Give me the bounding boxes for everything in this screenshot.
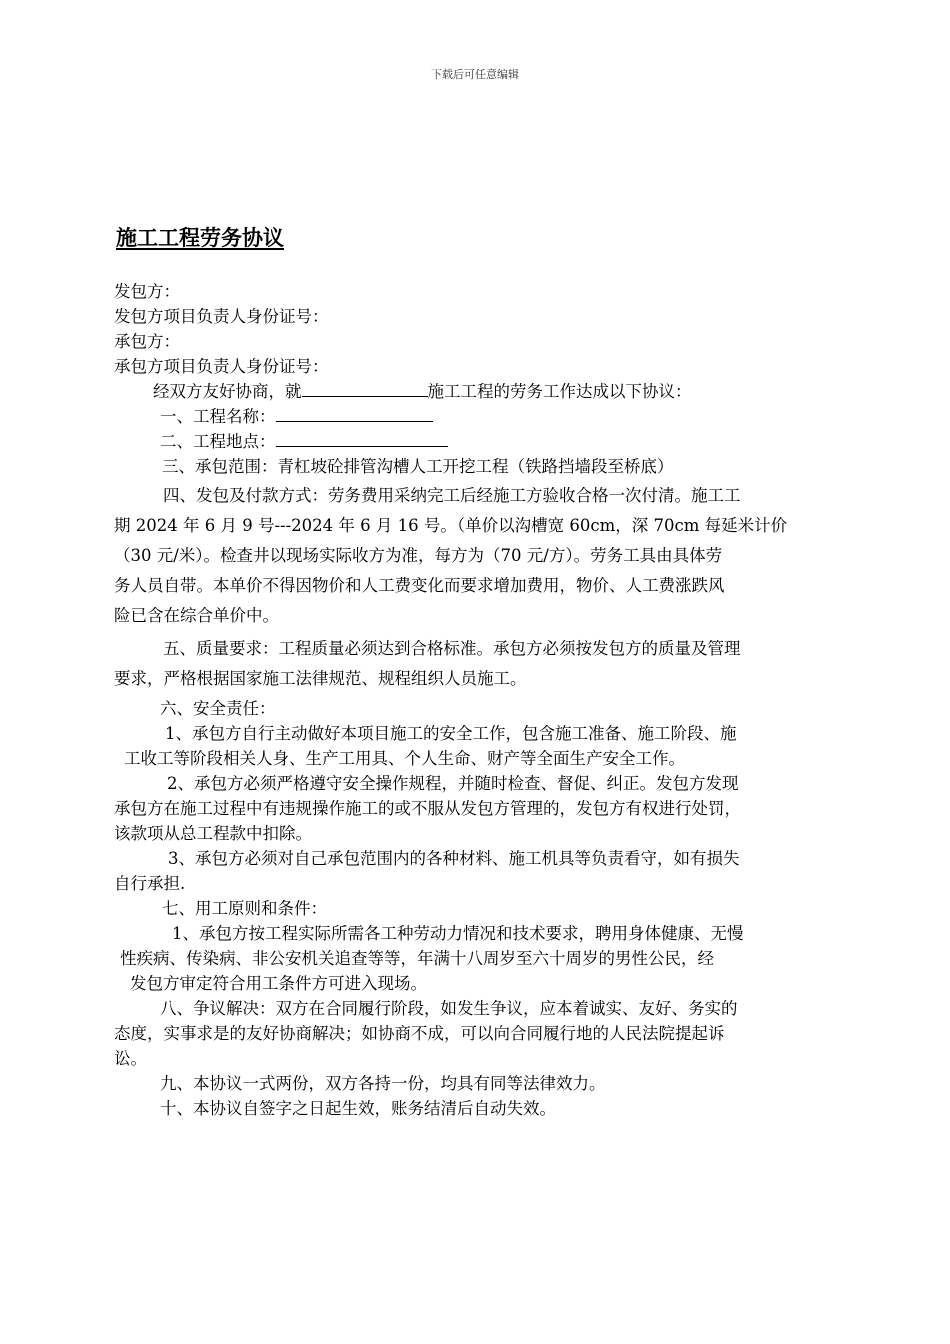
project-location-row [160,428,448,452]
employment-item-1-line-2: 性疾病、传染病、非公安机关追查等等，年满十八周岁至六十周岁的男性公民，经 [120,949,714,968]
payment-clause-line-1: 四、发包及付款方式：劳务费用采纳完工后经施工方验收合格一次付清。施工工 [163,486,741,505]
agreement-intro [153,378,692,402]
safety-item-2-line-1: 2、承包方必须严格遵守安全操作规程，并随时检查、督促、纠正。发包方发现 [167,774,739,793]
party-a-id-label: 发包方项目负责人身份证号： [114,307,329,326]
project-location-label: 二、工程地点： [160,432,276,451]
safety-heading: 六、安全责任： [160,699,276,718]
intro-text-end: 施工工程的劳务工作达成以下协议： [427,382,692,401]
project-name-blank [276,405,433,422]
payment-clause-line-3: （30 元/米）。检查井以现场实际收方为准，每方为（70 元/方）。劳务工具由具体劳 [114,546,723,565]
project-location-blank [276,430,448,447]
safety-item-3-line-1: 3、承包方必须对自己承包范围内的各种材料、施工机具等负责看守，如有损失 [168,849,740,868]
safety-item-2-line-3: 该款项从总工程款中扣除。 [114,824,312,843]
project-name-row [160,403,433,427]
safety-item-1-line-2: 工收工等阶段相关人身、生产工用具、个人生命、财产等全面生产安全工作。 [124,749,685,768]
employment-item-1-line-1: 1、承包方按工程实际所需各工种劳动力情况和技术要求，聘用身体健康、无慢 [172,924,744,943]
dispute-clause-line-2: 态度，实事求是的友好协商解决；如协商不成，可以向合同履行地的人民法院提起诉 [114,1024,725,1043]
payment-clause-line-5: 险已含在综合单价中。 [114,606,279,625]
employment-item-1-line-3: 发包方审定符合用工条件方可进入现场。 [130,974,427,993]
employment-heading: 七、用工原则和条件： [162,899,327,918]
safety-item-3-line-2: 自行承担. [114,874,186,893]
intro-text-start: 经双方友好协商，就 [153,382,302,401]
quality-clause-line-1: 五、质量要求：工程质量必须达到合格标准。承包方必须按发包方的质量及管理 [163,639,741,658]
document-title: 施工工程劳务协议 [116,226,284,250]
safety-item-2-line-2: 承包方在施工过程中有违规操作施工的或不服从发包方管理的，发包方有权进行处罚， [114,799,741,818]
party-b-id-label: 承包方项目负责人身份证号： [114,357,329,376]
payment-clause-line-2: 期 2024 年 6 月 9 号---2024 年 6 月 16 号。（单价以沟槽宽 60cm，深 70cm 每延米计价 [114,516,788,535]
scope-clause: 三、承包范围：青杠坡砼排管沟槽人工开挖工程（铁路挡墙段至桥底） [162,457,674,476]
project-blank [302,380,428,397]
effective-clause: 十、本协议自签字之日起生效，账务结清后自动失效。 [160,1099,556,1118]
payment-clause-line-4: 务人员自带。本单价不得因物价和人工费变化而要求增加费用，物价、人工费涨跌风 [114,576,725,595]
safety-item-1-line-1: 1、承包方自行主动做好本项目施工的安全工作，包含施工准备、施工阶段、施 [165,724,737,743]
party-b-label: 承包方： [114,332,180,351]
quality-clause-line-2: 要求，严格根据国家施工法律规范、规程组织人员施工。 [114,669,527,688]
project-name-label: 一、工程名称： [160,407,276,426]
dispute-clause-line-3: 讼。 [114,1049,147,1068]
dispute-clause-line-1: 八、争议解决：双方在合同履行阶段，如发生争议，应本着诚实、友好、务实的 [160,999,738,1018]
page-header: 下载后可任意编辑 [431,68,519,81]
copies-clause: 九、本协议一式两份，双方各持一份，均具有同等法律效力。 [160,1074,606,1093]
party-a-label: 发包方： [114,282,180,301]
